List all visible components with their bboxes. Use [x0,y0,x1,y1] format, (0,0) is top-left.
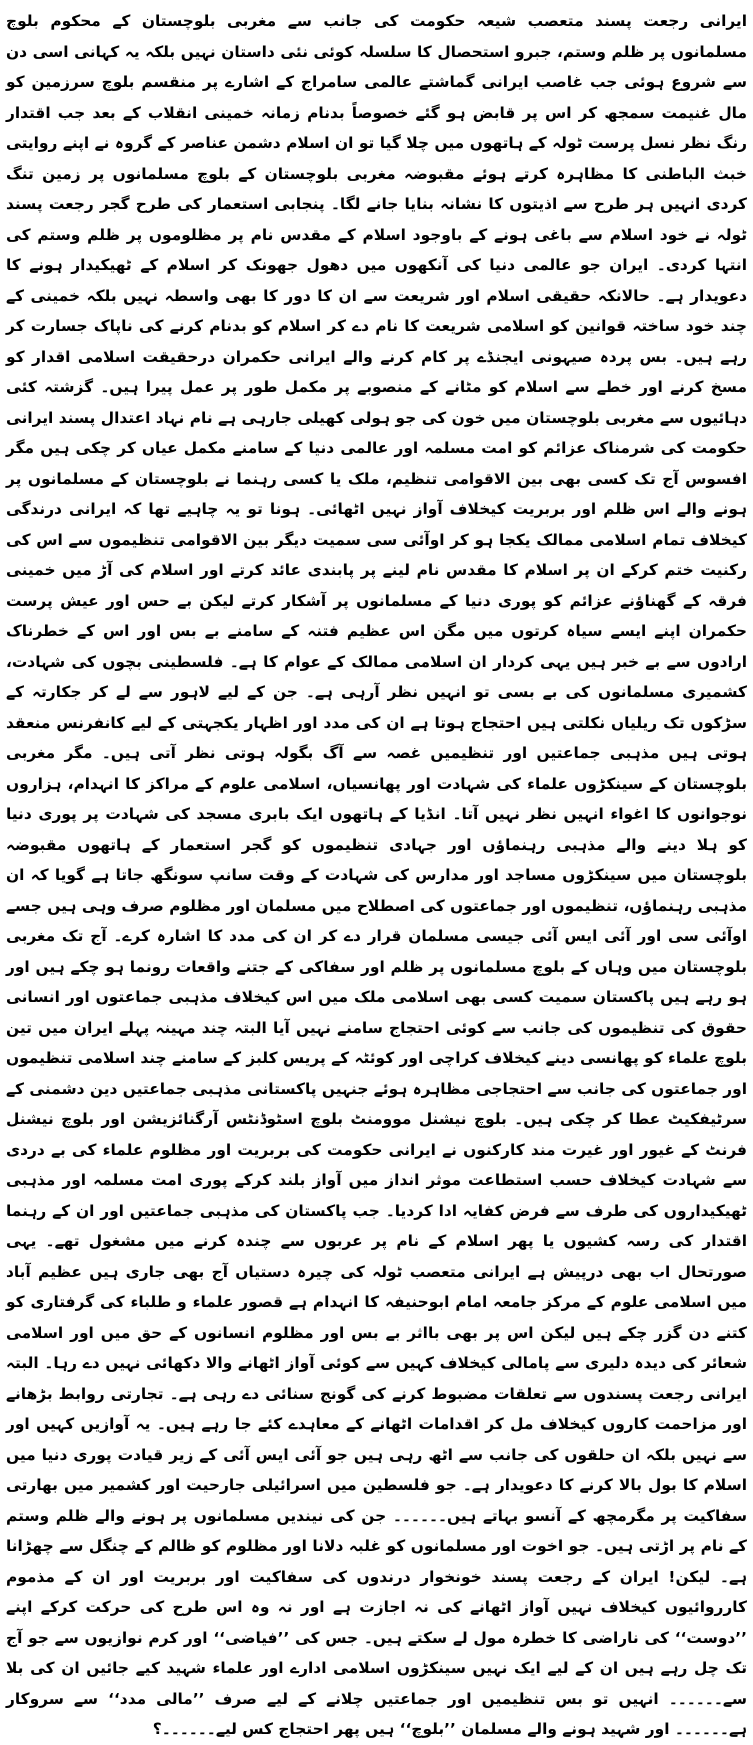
article-body: ایرانی رجعت پسند متعصب شیعہ حکومت کی جانب سے مغربی بلوچستان کے محکوم بلوچ مسلمانوں پر ظلم وستم، جبرو استحصال کا سلسلہ کوئی نئی داستان نہیں بلکہ یہ کہانی اسی دن سے شروع ہوئی جب غاصب ایرانی گماشتے عالمی سامراج کے اشارے پر منقسم بلوچ سرزمین کو مال غنیمت سمجھ کر اس پر قابض ہو گئے خصوصاً بدنام زمانہ خمینی انقلاب کے بعد جب اقتدار رنگ نظر نسل پرست ٹولہ کے ہاتھوں میں چلا گیا تو ان اسلام دشمن عناصر کے گروہ نے اپنے روایتی خبث الباطنی کا مظاہرہ کرتے ہوئے مقبوضہ مغربی بلوچستان کے بلوچ مسلمانوں پر زمین تنگ کردی انہیں ہر طرح سے اذیتوں کا نشانہ بنایا جانے لگا۔ پنجابی استعمار کی طرح گجر رجعت پسند ٹولہ نے خود اسلام سے باغی ہونے کے باوجود اسلام کے مقدس نام پر مظلوموں پر ظلم وستم کی انتہا کردی۔ ایران جو عالمی دنیا کی آنکھوں میں دھول جھونک کر اسلام کے ٹھیکیدار ہونے کا دعویدار ہے۔ حالانکہ حقیقی اسلام اور شریعت سے ان کا دور کا بھی واسطہ نہیں بلکہ خمینی کے چند خود ساختہ قوانین کو اسلامی شریعت کا نام دے کر اسلام کو بدنام کرنے کی ناپاک جسارت کر رہے ہیں۔ بس پردہ صیہونی ایجنڈے پر کام کرنے والے ایرانی حکمران درحقیقت اسلامی اقدار کو مسخ کرنے اور خطے سے اسلام کو مٹانے کے منصوبے پر مکمل طور پر عمل پیرا ہیں۔ گزشتہ کئی دہائیوں سے مغربی بلوچستان میں خون کی جو ہولی کھیلی جارہی ہے نام نہاد اعتدال پسند ایرانی حکومت کی شرمناک عزائم کو امت مسلمہ اور عالمی دنیا کے سامنے مکمل عیاں کر چکی ہیں مگر افسوس آج تک کسی بھی بین الاقوامی تنظیم، ملک یا کسی رہنما نے بلوچستان کے مسلمانوں پر ہونے والے اس ظلم اور بربریت کیخلاف آواز نہیں اٹھائی۔ ہونا تو یہ چاہیے تھا کہ ایرانی درندگی کیخلاف تمام اسلامی ممالک یکجا ہو کر اوآئی سی سمیت دیگر بین الاقوامی تنظیموں سے اس کی رکنیت ختم کرکے ان پر اسلام کا مقدس نام لینے پر پابندی عائد کرتے اور اسلام کی آڑ میں خمینی فرقہ کے گھناؤنے عزائم کو پوری دنیا کے مسلمانوں پر آشکار کرتے لیکن بے حس اور عیش پرست حکمران اپنے ایسے سیاہ کرتوں میں مگن اس عظیم فتنہ کے سامنے بے بس اور اس کے خطرناک ارادوں سے بے خبر ہیں یہی کردار ان اسلامی ممالک کے عوام کا ہے۔ فلسطینی بچوں کی شہادت، کشمیری مسلمانوں کی بے بسی تو انہیں نظر آرہی ہے۔ جن کے لیے لاہور سے لے کر جکارتہ کے سڑکوں تک ریلیاں نکلتی ہیں احتجاج ہوتا ہے ان کی مدد اور اظہار یکجہتی کے لیے کانفرنس منعقد ہوتی ہیں مذہبی جماعتیں اور تنظیمیں غصہ سے آگ بگولہ ہوتی نظر آتی ہیں۔ مگر مغربی بلوچستان کے سینکڑوں علماء کی شہادت اور پھانسیاں، اسلامی علوم کے مراکز کا انہدام، ہزاروں نوجوانوں کا اغواء انہیں نظر نہیں آتا۔ انڈیا کے ہاتھوں ایک بابری مسجد کی شہادت پر پوری دنیا کو ہلا دینے والے مذہبی رہنماؤں اور جہادی تنظیموں کو گجر استعمار کے ہاتھوں مقبوضہ بلوچستان میں سینکڑوں مساجد اور مدارس کی شہادت کے وقت سانپ سونگھ جاتا ہے گویا کہ ان مذہبی رہنماؤں، تنظیموں اور جماعتوں کی اصطلاح میں مسلمان اور مظلوم صرف وہی ہیں جسے اوآئی سی اور آئی ایس آئی جیسی مسلمان قرار دے کر ان کی مدد کا اشارہ کرے۔ آج تک مغربی بلوچستان میں وہاں کے بلوچ مسلمانوں پر ظلم اور سفاکی کے جتنے واقعات رونما ہو چکے ہیں اور ہو رہے ہیں پاکستان سمیت کسی بھی اسلامی ملک میں اس کیخلاف مذہبی جماعتوں اور انسانی حقوق کی تنظیموں کی جانب سے کوئی احتجاج سامنے نہیں آیا البتہ چند مہینہ پہلے ایران میں تین بلوچ علماء کو پھانسی دینے کیخلاف کراچی اور کوئٹہ کے پریس کلبز کے سامنے چند اسلامی تنظیموں اور جماعتوں کی جانب سے احتجاجی مظاہرہ ہوئے جنہیں پاکستانی مذہبی جماعتیں دین دشمنی کے سرٹیفکیٹ عطا کر چکی ہیں۔ بلوچ نیشنل موومنٹ بلوچ اسٹوڈنٹس آرگنائزیشن اور بلوچ نیشنل فرنٹ کے غیور اور غیرت مند کارکنوں نے ایرانی حکومت کی بربریت اور مظلوم علماء کی بے دردی سے شہادت کیخلاف حسب استطاعت موثر انداز میں آواز بلند کرکے پوری امت مسلمہ اور مذہبی ٹھیکیداروں کی طرف سے فرض کفایہ ادا کردیا۔ جب پاکستان کی مذہبی جماعتیں اور ان کے رہنما اقتدار کی رسہ کشیوں یا پھر اسلام کے نام پر عربوں سے چندہ کرنے میں مشغول تھے۔ یہی صورتحال اب بھی درپیش ہے ایرانی متعصب ٹولہ کی چیرہ دستیاں آج بھی جاری ہیں عظیم آباد میں اسلامی علوم کے مرکز جامعہ امام ابوحنیفہ کا انہدام ہے قصور علماء و طلباء کی گرفتاری کو کتنے دن گزر چکے ہیں لیکن اس پر بھی بااثر بے بس اور مظلوم انسانوں کے حق میں اور اسلامی شعائر کی دیدہ دلیری سے پامالی کیخلاف کہیں سے کوئی آواز اٹھانے والا دکھائی نہیں دے رہا۔ البتہ ایرانی رجعت پسندوں سے تعلقات مضبوط کرنے کی گونج سنائی دے رہی ہے۔ تجارتی روابط بڑھانے اور مزاحمت کاروں کیخلاف مل کر اقدامات اٹھانے کے معاہدے کئے جا رہے ہیں۔ یہ آوازیں کہیں اور سے نہیں بلکہ ان حلقوں کی جانب سے اٹھ رہی ہیں جو آئی ایس آئی کے زیر قیادت پوری دنیا میں اسلام کا بول بالا کرنے کا دعویدار ہے۔ جو فلسطین میں اسرائیلی جارحیت اور کشمیر میں بھارتی سفاکیت پر مگرمچھ کے آنسو بہاتے ہیں۔۔۔۔۔۔ جن کی نیندیں مسلمانوں پر ہونے والے ظلم وستم کے نام پر اڑتی ہیں۔ جو اخوت اور مسلمانوں کو غلبہ دلانا اور مظلوم کو ظالم کے چنگل سے چھڑانا ہے۔ لیکن! ایران کے رجعت پسند خونخوار درندوں کی سفاکیت اور بربریت اور ان کے مذموم کارروائیوں کیخلاف نہیں آواز اٹھانے کی نہ اجازت ہے اور نہ وہ اس طرح کی حرکت کرکے اپنے ’’دوست‘‘ کی ناراضی کا خطرہ مول لے سکتے ہیں۔ جس کی ’’فیاضی‘‘ اور کرم نوازیوں سے جو آج تک چل رہے ہیں ان کے لیے ایک نہیں سینکڑوں اسلامی ادارے اور علماء شہید کیے جائیں ان کی بلا سے۔۔۔۔۔۔ انہیں تو بس تنظیمیں اور جماعتیں چلانے کے لیے صرف ’’مالی مدد‘‘ سے سروکار ہے۔۔۔۔۔۔ اور شہید ہونے والے مسلمان ’’بلوچ‘‘ ہیں پھر احتجاج کس لیے۔۔۔۔۔۔؟ [6,12,747,1738]
